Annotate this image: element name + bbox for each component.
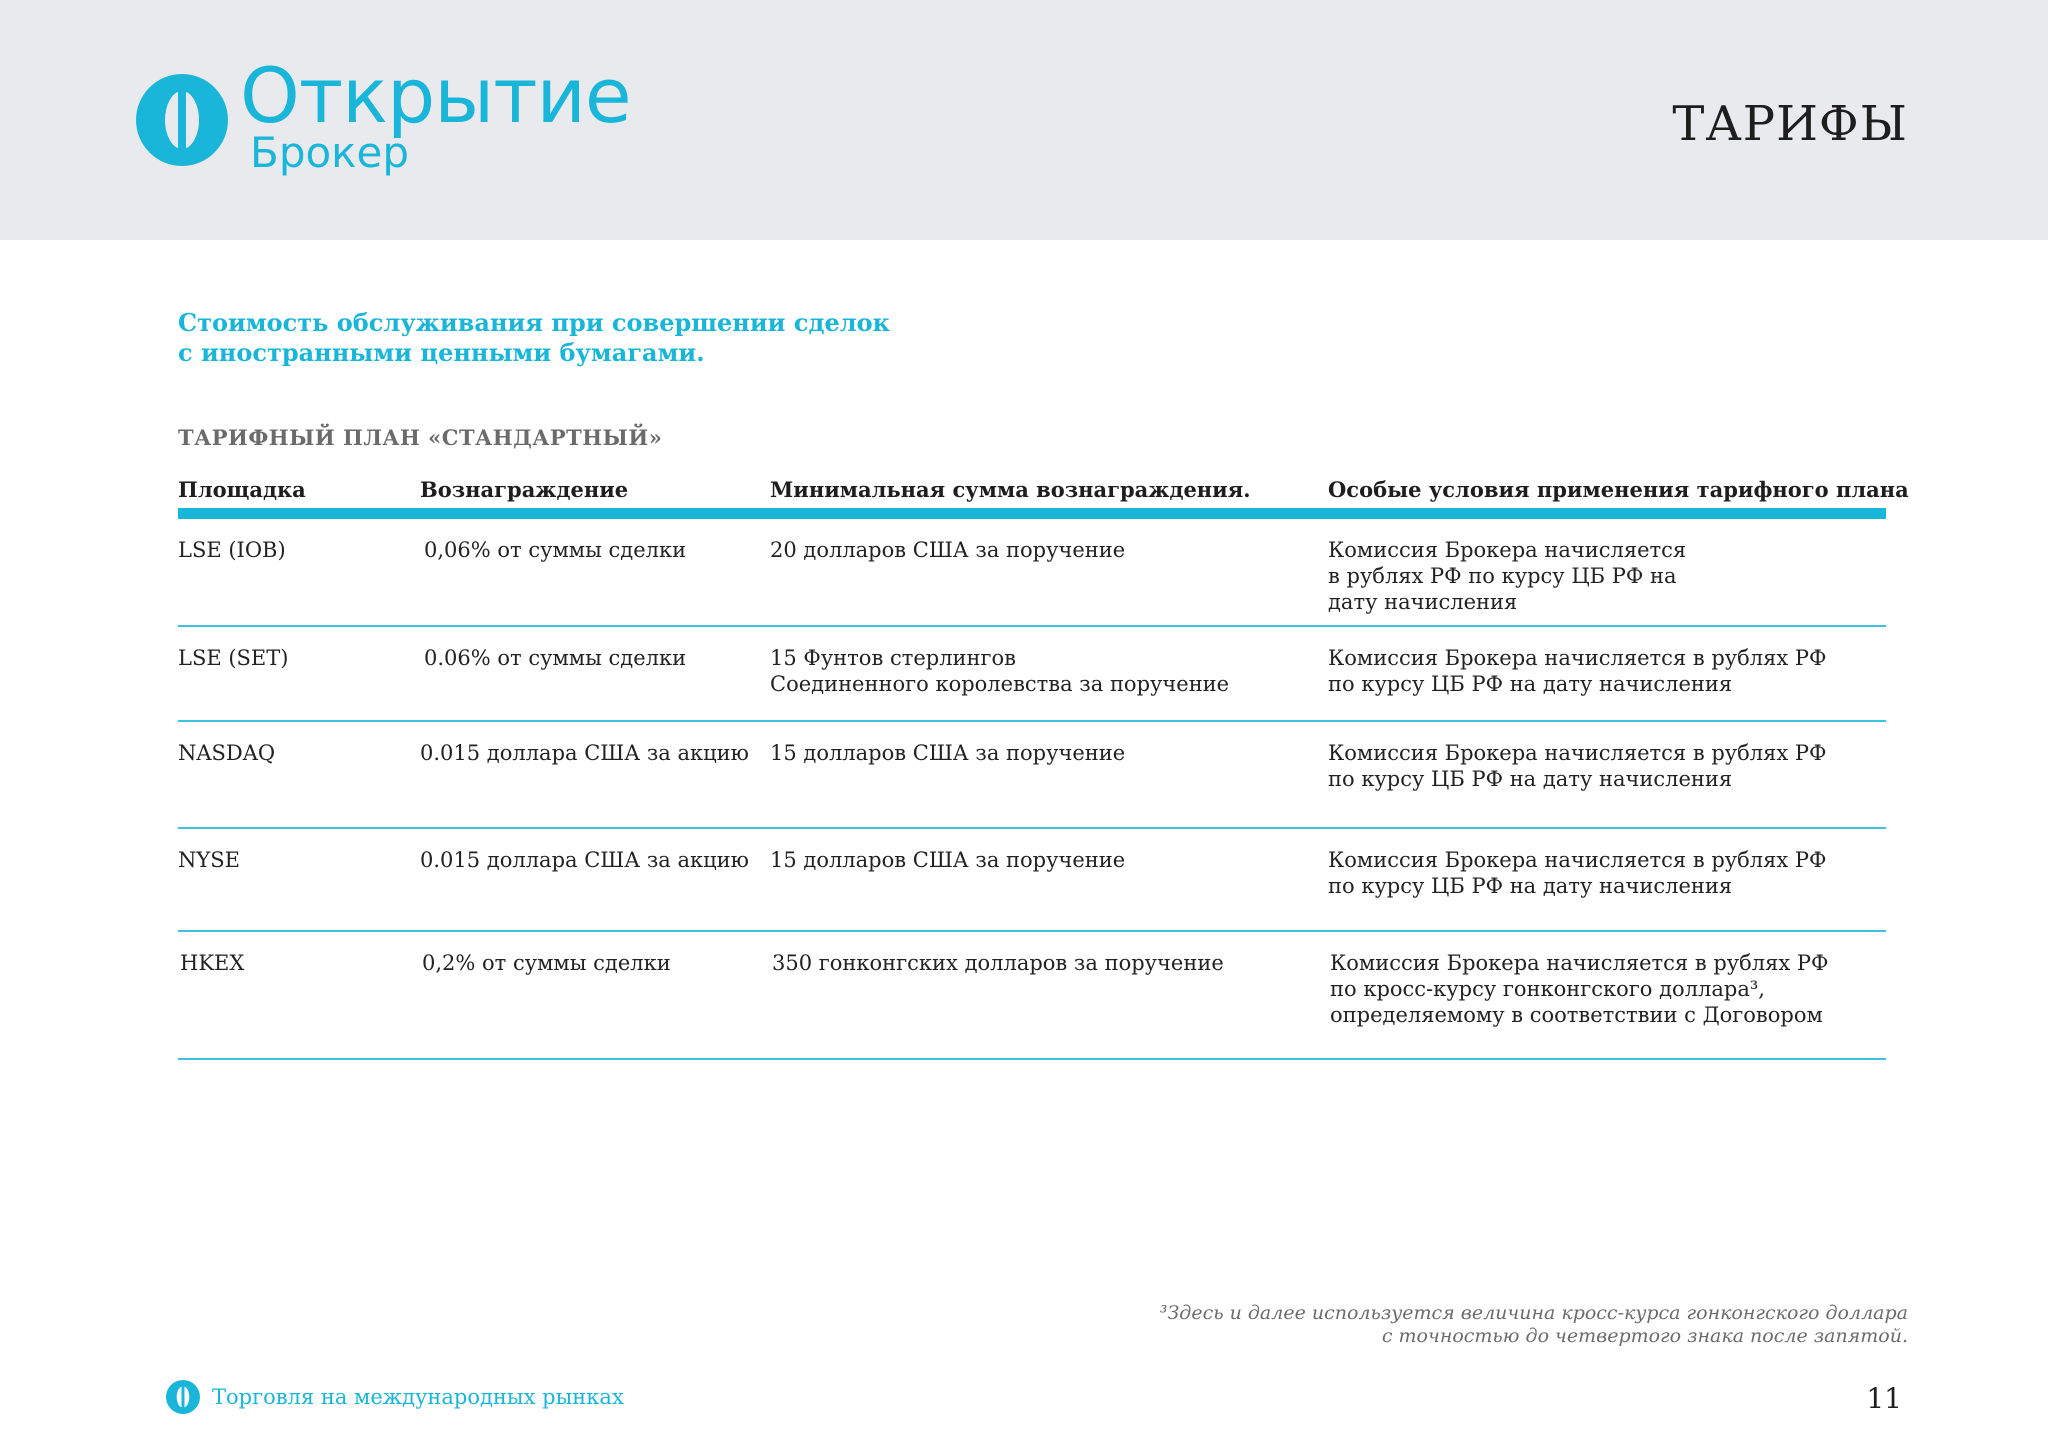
section-heading-line: с иностранными ценными бумагами. xyxy=(178,338,705,367)
cell-line: 15 долларов США за поручение xyxy=(770,741,1126,765)
header-divider xyxy=(178,508,1886,519)
column-header-fee: Вознаграждение xyxy=(420,477,629,502)
cell-conditions xyxy=(1328,847,1826,899)
tariff-table xyxy=(178,472,1909,1060)
logo-subtitle: Брокер xyxy=(250,128,410,177)
cell-minimum xyxy=(772,950,1224,976)
cell-minimum xyxy=(770,847,1125,873)
cell-line: Комиссия Брокера начисляется в рублях РФ xyxy=(1328,741,1827,765)
opening-logo-icon xyxy=(136,74,228,166)
cell-line: по курсу ЦБ РФ на дату начисления xyxy=(1328,672,1733,696)
footnote-line: ³Здесь и далее используется величина кросс-курса гонконгского доллара xyxy=(1159,1302,1908,1324)
table-row xyxy=(178,722,1886,829)
cell-line: 15 долларов США за поручение xyxy=(770,848,1126,872)
cell-line: Комиссия Брокера начисляется в рублях РФ xyxy=(1328,646,1827,670)
cell-line: 15 Фунтов стерлингов xyxy=(770,646,1016,670)
cell-venue: LSE (SET) xyxy=(178,646,289,670)
cell-fee: 0.015 доллара США за акцию xyxy=(420,848,749,872)
cell-line: дату начисления xyxy=(1328,590,1518,614)
page-title: ТАРИФЫ xyxy=(1672,96,1908,152)
cell-conditions xyxy=(1328,537,1686,615)
section-heading xyxy=(178,308,938,368)
cell-conditions xyxy=(1328,740,1826,792)
page-header xyxy=(0,0,2048,240)
cell-conditions xyxy=(1330,950,1828,1028)
cell-fee: 0,2% от суммы сделки xyxy=(422,951,671,975)
cell-venue: NYSE xyxy=(178,848,240,872)
cell-fee: 0,06% от суммы сделки xyxy=(424,538,687,562)
cell-minimum xyxy=(770,645,1229,697)
page-number: 11 xyxy=(1866,1382,1902,1415)
footnote xyxy=(1160,1302,1908,1348)
tariff-plan-title: ТАРИФНЫЙ ПЛАН «СТАНДАРТНЫЙ» xyxy=(178,425,663,450)
column-header-venue: Площадка xyxy=(178,477,306,502)
opening-logo-icon xyxy=(166,1380,200,1414)
cell-venue: HKEX xyxy=(180,951,245,975)
table-row xyxy=(178,932,1886,1060)
section-heading-line: Стоимость обслуживания при совершении сделок xyxy=(178,308,890,337)
cell-conditions xyxy=(1328,645,1826,697)
cell-line: по курсу ЦБ РФ на дату начисления xyxy=(1328,767,1733,791)
logo-name: Открытие xyxy=(240,51,631,140)
cell-fee: 0.015 доллара США за акцию xyxy=(420,741,749,765)
cell-line: Соединенного королевства за поручение xyxy=(770,672,1230,696)
cell-line: 20 долларов США за поручение xyxy=(770,538,1126,562)
table-row xyxy=(178,627,1886,722)
cell-minimum xyxy=(770,537,1125,563)
cell-minimum xyxy=(770,740,1125,766)
table-row xyxy=(178,519,1886,627)
cell-line: по курсу ЦБ РФ на дату начисления xyxy=(1328,874,1733,898)
cell-venue: NASDAQ xyxy=(178,741,276,765)
cell-line: 350 гонконгских долларов за поручение xyxy=(772,951,1224,975)
cell-line: по кросс-курсу гонконгского доллара³, xyxy=(1330,977,1765,1001)
cell-line: Комиссия Брокера начисляется xyxy=(1328,538,1687,562)
column-header-minimum: Минимальная сумма вознаграждения. xyxy=(770,477,1251,502)
broker-logo xyxy=(136,51,631,188)
cell-venue: LSE (IOB) xyxy=(178,538,286,562)
cell-line: в рублях РФ по курсу ЦБ РФ на xyxy=(1328,564,1677,588)
table-header-row xyxy=(178,472,1909,508)
cell-fee: 0.06% от суммы сделки xyxy=(424,646,687,670)
footer-section-title: Торговля на международных рынках xyxy=(212,1385,624,1409)
cell-line: определяемому в соответствии с Договором xyxy=(1330,1003,1823,1027)
table-row xyxy=(178,829,1886,932)
cell-line: Комиссия Брокера начисляется в рублях РФ xyxy=(1328,848,1827,872)
footnote-line: с точностью до четвертого знака после запятой. xyxy=(1381,1325,1908,1347)
cell-line: Комиссия Брокера начисляется в рублях РФ xyxy=(1330,951,1829,975)
column-header-conditions: Особые условия применения тарифного плана xyxy=(1328,477,1909,502)
